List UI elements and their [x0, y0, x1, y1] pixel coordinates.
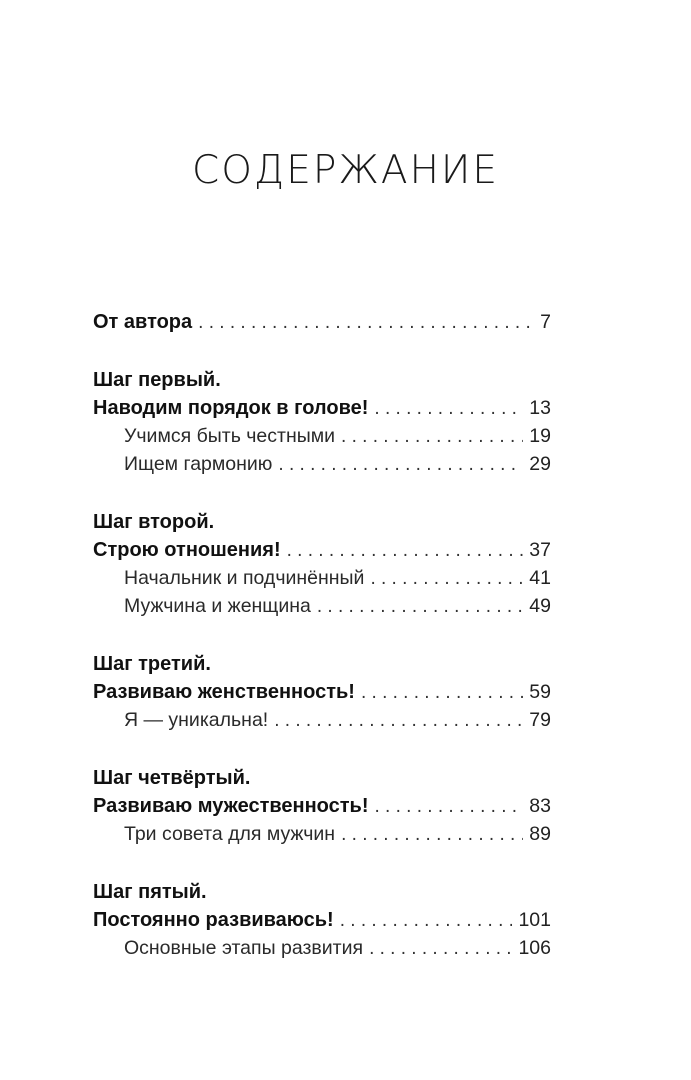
toc-entry-main: [93, 678, 551, 706]
toc-entry-sub: [93, 820, 551, 848]
dot-leader: [317, 593, 523, 621]
toc-entry-sub: [93, 934, 551, 962]
toc-entry-main: [93, 906, 551, 934]
dot-leader: [274, 707, 523, 735]
toc-page-number: 59: [529, 681, 551, 703]
page-title: СОДЕРЖАНИЕ: [192, 148, 499, 193]
toc-entry-sub: [93, 706, 551, 734]
toc-section-step-1: [93, 366, 551, 478]
toc-entry-main: [93, 536, 551, 564]
toc-entry-main: [93, 792, 551, 820]
dot-leader: [341, 423, 523, 451]
toc-entry-label: Наводим порядок в голове!: [93, 397, 369, 419]
toc-page-number: 49: [529, 595, 551, 617]
dot-leader: [340, 907, 513, 935]
dot-leader: [341, 821, 523, 849]
toc-entry-label: Основные этапы развития: [124, 937, 364, 959]
toc-section-step-4: [93, 764, 551, 848]
toc-section-step-2: [93, 508, 551, 620]
toc-page-number: 13: [529, 397, 551, 419]
toc-section-step-3: [93, 650, 551, 734]
toc-section-step-5: [93, 878, 551, 962]
toc-entry-sub: [93, 592, 551, 620]
toc-page-number: 37: [529, 539, 551, 561]
dot-leader: [287, 537, 524, 565]
toc-entry-label: Развиваю мужественность!: [93, 795, 369, 817]
toc-entry-main: [93, 394, 551, 422]
toc-entry-label: Я — уникальна!: [124, 709, 269, 731]
toc-entry-label: Учимся быть честными: [124, 425, 336, 447]
toc-page-number: 101: [518, 909, 551, 931]
dot-leader: [361, 679, 523, 707]
toc-entry-label: Развиваю женственность!: [93, 681, 355, 703]
toc-entry-label: Постоянно развиваюсь!: [93, 909, 334, 931]
step-heading: Шаг третий.: [93, 653, 211, 675]
toc-page-number: 89: [529, 823, 551, 845]
toc-entry-label: Мужчина и женщина: [124, 595, 311, 617]
step-heading: Шаг второй.: [93, 511, 215, 533]
step-heading: Шаг четвёртый.: [93, 767, 251, 789]
toc-entry-label: Ищем гармонию: [124, 453, 273, 475]
dot-leader: [278, 451, 523, 479]
toc-entry-label: Три совета для мужчин: [124, 823, 336, 845]
toc-page-number: 106: [518, 937, 551, 959]
toc-page-number: 29: [529, 453, 551, 475]
dot-leader: [198, 309, 534, 337]
toc-entry-sub: [93, 450, 551, 478]
toc-entry-label: Строю отношения!: [93, 539, 281, 561]
dot-leader: [369, 935, 512, 963]
toc-page-number: 41: [529, 567, 551, 589]
toc-section-author: [93, 308, 551, 336]
dot-leader: [375, 793, 524, 821]
dot-leader: [374, 395, 523, 423]
toc-page-number: 83: [529, 795, 551, 817]
toc-entry-sub: [93, 564, 551, 592]
step-heading: Шаг пятый.: [93, 881, 207, 903]
toc-entry-label: Начальник и подчинённый: [124, 567, 365, 589]
toc-page-number: 19: [529, 425, 551, 447]
toc-page-number: 79: [529, 709, 551, 731]
toc-page-number: 7: [540, 311, 551, 333]
toc-entry-main: [93, 308, 551, 336]
toc-entry-sub: [93, 422, 551, 450]
step-heading: Шаг первый.: [93, 369, 221, 391]
dot-leader: [370, 565, 523, 593]
toc-entry-label: От автора: [93, 311, 193, 333]
table-of-contents: [93, 308, 551, 992]
